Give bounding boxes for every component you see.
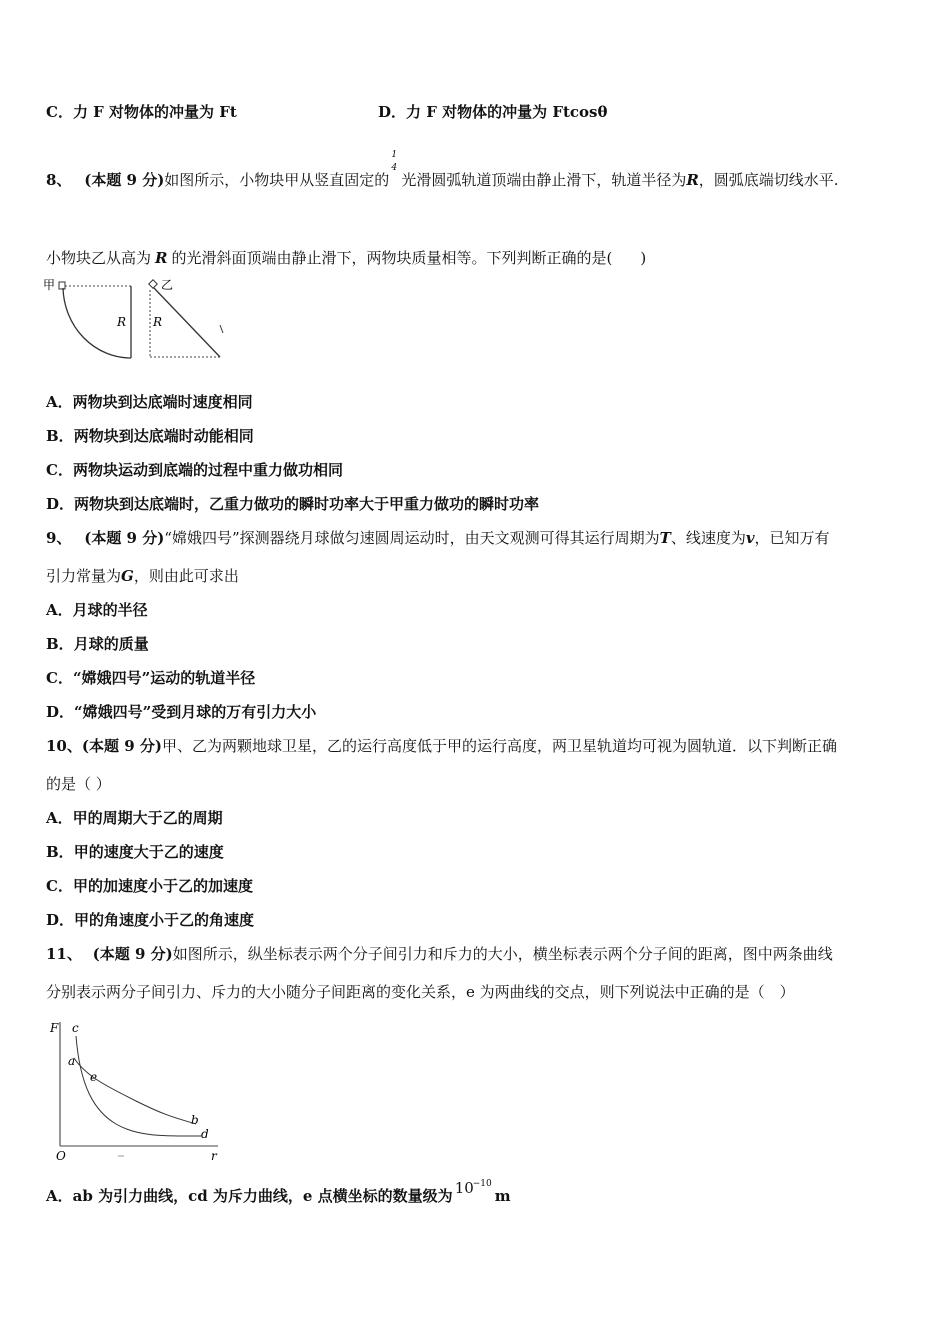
option-label: A． [46,809,73,827]
option-text: 月球的质量 [73,635,149,653]
option-label: D． [46,703,75,721]
q9-stem-line2 [46,566,239,586]
q8-option-a [46,392,253,412]
q8-text-4: 小物块乙从高为 [46,249,152,267]
label-jia: 甲 [43,278,56,292]
option-text: 甲的加速度小于乙的加速度 [72,877,253,895]
q8-option-b [46,426,254,446]
question-score: (本题 9 分) [81,737,162,755]
option-text: 甲的速度大于乙的速度 [73,843,224,861]
var-r: R [686,171,699,189]
option-label: A． [46,393,73,411]
power-of-ten [453,1179,495,1206]
var-v: v [745,529,755,547]
q9-option-d [46,702,316,722]
fraction-numerator: 1 [391,150,398,160]
q8-text-5: 的光滑斜面顶端由静止滑下，两物块质量相等。下列判断正确的是( [171,249,613,267]
block-jia [59,282,65,289]
q8-option-d [46,494,539,514]
var-r: R [155,249,168,267]
option-text: “嫦娥四号”运动的轨道半径 [72,669,256,687]
curve-cd [76,1036,201,1136]
q10-option-a [46,808,223,828]
label-r: r [211,1149,217,1163]
question-score: (本题 9 分) [92,945,173,963]
var-g: G [121,567,134,585]
option-text: 力 F 对物体的冲量为 Ft [72,103,237,121]
q7-option-c [46,102,237,122]
question-score: (本题 9 分) [84,171,165,189]
option-label: C． [46,877,73,895]
option-text: “嫦娥四号”受到月球的万有引力大小 [74,703,317,721]
q9-text-4: 引力常量为 [46,567,122,585]
option-text: 两物块到达底端时速度相同 [72,393,253,411]
q8-stem-line2 [46,248,646,268]
label-e: e [90,1070,98,1084]
stray-mark [220,325,223,333]
fraction [389,150,401,190]
q11-figure [46,1016,226,1164]
q8-text-6: ) [640,249,647,267]
option-text: 两物块到达底端时动能相同 [73,427,254,445]
option-text: 甲的周期大于乙的周期 [72,809,223,827]
q9-option-c [46,668,255,688]
q10-option-b [46,842,224,862]
block-yi [149,280,157,288]
q9-text-1: “嫦娥四号”探测器绕月球做匀速圆周运动时，由天文观测可得其运行周期为 [164,529,660,547]
option-label: B． [46,843,74,861]
power-exponent: −10 [472,1179,492,1189]
option-label: B． [46,427,74,445]
q10-stem-line2 [46,774,111,794]
q11-stem-line1 [46,944,833,964]
q9-text-5: ，则由此可求出 [133,567,239,585]
q8-figure [40,276,240,364]
q10-option-d [46,910,254,930]
option-text: 甲的角速度小于乙的角速度 [74,911,255,929]
option-label: A． [46,601,73,619]
option-label: C． [46,669,73,687]
q10-text-1: 甲、乙为两颗地球卫星，乙的运行高度低于甲的运行高度，两卫星轨道均可视为圆轨道．以下判断正确 [161,737,837,755]
q10-stem-line1 [46,736,837,756]
q9-text-2: 、线速度为 [670,529,746,547]
power-base: 10 [454,1179,474,1197]
q9-text-3: ，已知万有 [754,529,830,547]
option-text: 力 F 对物体的冲量为 Ftcosθ [406,103,608,121]
option-text: 两物块到达底端时，乙重力做功的瞬时功率大于甲重力做功的瞬时功率 [74,495,540,513]
unit: m [494,1187,511,1205]
q8-stem-line1 [46,150,839,190]
label-c: c [72,1021,79,1035]
question-number: 11、 [46,945,82,963]
q11-option-a [46,1179,511,1206]
label-yi: 乙 [161,278,174,292]
fraction-denominator: 4 [391,163,398,173]
label-o: O [56,1149,66,1163]
q9-stem-line1 [46,528,830,548]
label-a: a [68,1054,76,1068]
curve-ab [74,1058,196,1124]
question-score: (本题 9 分) [84,529,165,547]
q7-option-d [378,102,608,122]
q8-option-c [46,460,343,480]
option-label: D． [378,103,407,121]
option-label: C． [46,103,73,121]
q10-option-c [46,876,253,896]
option-text: 月球的半径 [72,601,148,619]
incline [154,288,220,357]
option-label: D． [46,495,75,513]
option-label: B． [46,635,74,653]
q11-text-1: 如图所示，纵坐标表示两个分子间引力和斥力的大小，横坐标表示两个分子间的距离，图中两条曲线 [172,945,833,963]
label-r1: R [117,315,127,329]
label-r2: R [153,315,163,329]
label-d: d [201,1127,209,1141]
option-label: A． [46,1187,73,1205]
option-text: 两物块运动到底端的过程中重力做功相同 [72,461,343,479]
q11-stem-line2 [46,982,795,1002]
option-label: C． [46,461,73,479]
q8-text-3: ，圆弧底端切线水平. [698,171,839,189]
var-t: T [659,529,671,547]
q11-text-2: 分别表示两分子间引力、斥力的大小随分子间距离的变化关系，e 为两曲线的交点，则下列说法中正确的是（ ） [46,983,795,1001]
question-number: 8、 [46,171,72,189]
label-b: b [191,1113,199,1127]
option-text: ab 为引力曲线，cd 为斥力曲线，e 点横坐标的数量级为 [72,1187,453,1205]
question-number: 9、 [46,529,72,547]
q9-option-a [46,600,148,620]
q8-text-2: 光滑圆弧轨道顶端由静止滑下，轨道半径为 [401,171,687,189]
question-number: 10、 [46,737,82,755]
q10-text-2: 的是（ ） [46,775,111,793]
q9-option-b [46,634,149,654]
label-f: F [50,1021,59,1035]
option-label: D． [46,911,75,929]
q8-text-1: 如图所示，小物块甲从竖直固定的 [164,171,390,189]
